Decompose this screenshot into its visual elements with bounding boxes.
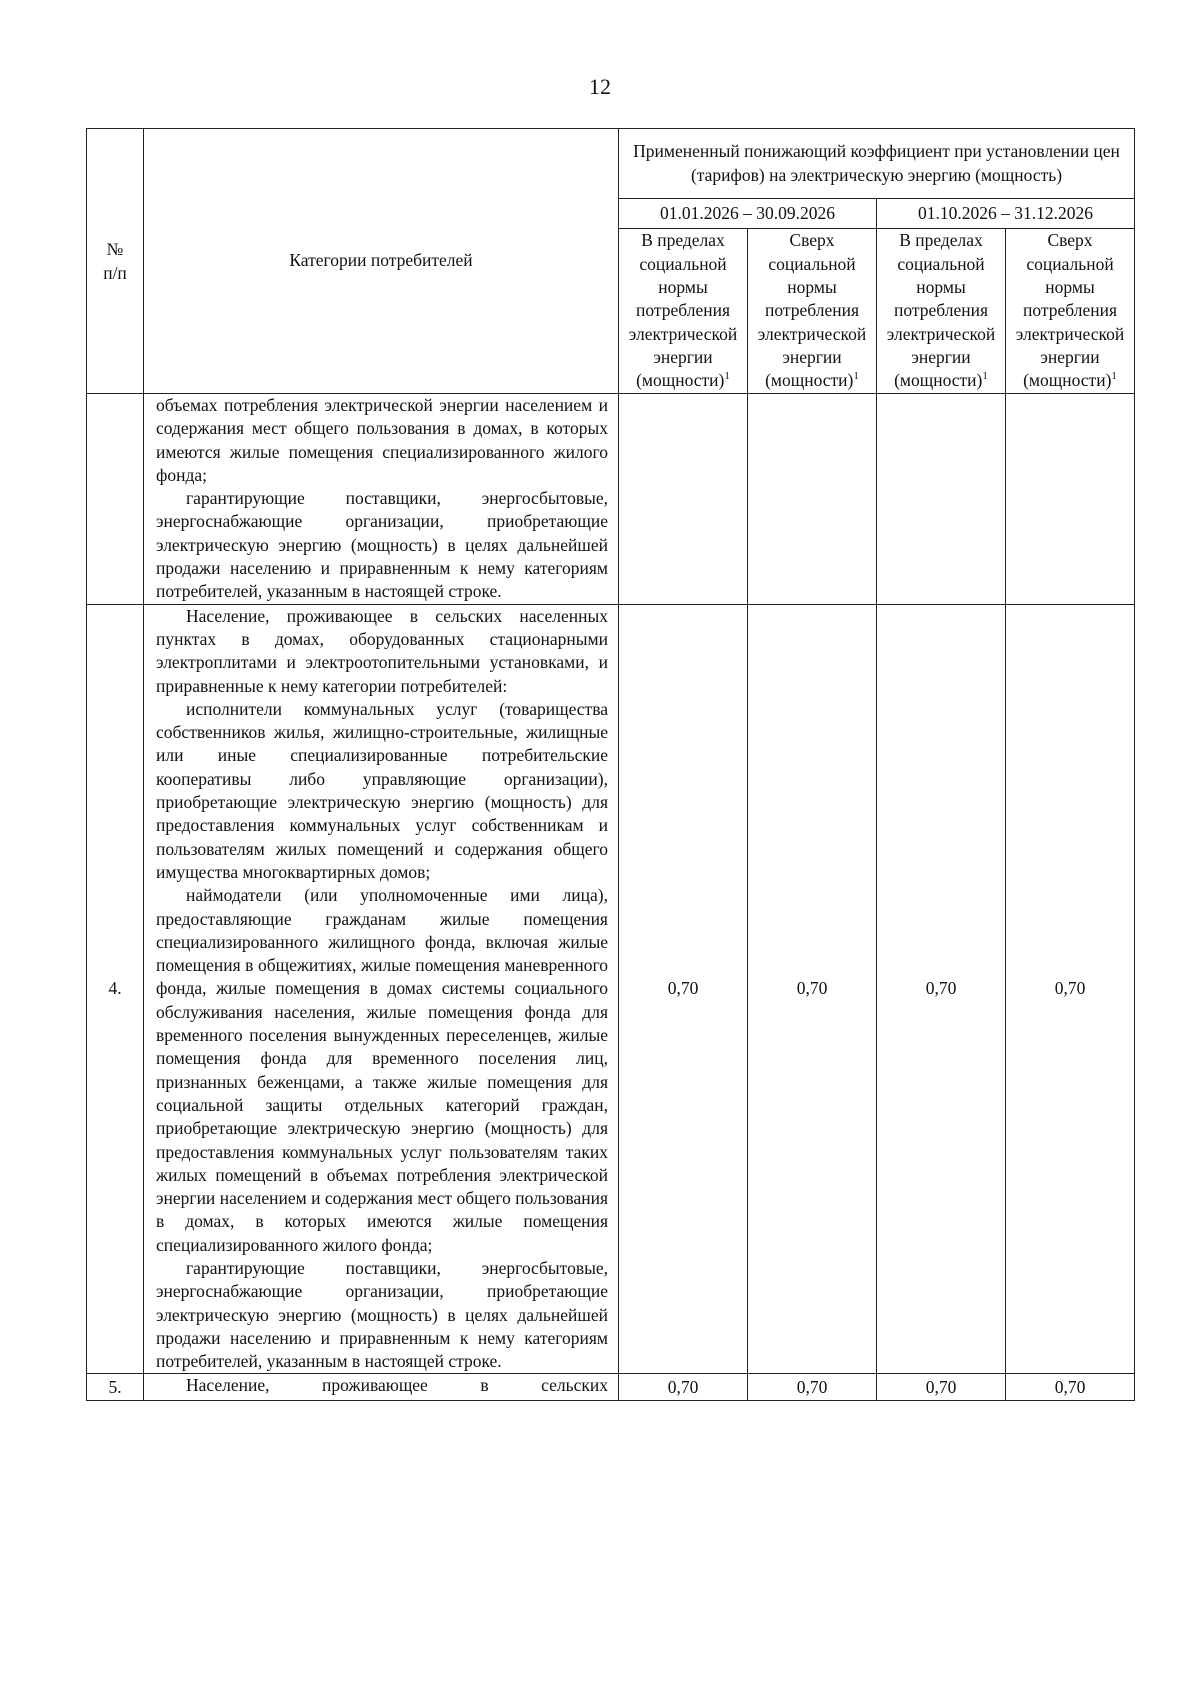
row-number: 5. [87, 1374, 144, 1401]
sub-line: нормы [787, 277, 837, 298]
header-above-norm-1 [748, 229, 877, 394]
category-paragraph: Население, проживающее в сельских [186, 1375, 608, 1396]
sub-line: социальной [897, 253, 985, 274]
coefficient-value: 0,70 [1006, 604, 1135, 1374]
table-body [87, 394, 1135, 1401]
sub-line-text: (мощности) [765, 370, 854, 391]
coefficient-value: 0,70 [748, 604, 877, 1374]
coefficient-value [748, 394, 877, 605]
sub-line: электрической [757, 323, 867, 344]
category-paragraph: исполнители коммунальных услуг (товарищества собственников жилья, жилищно-строительные, жилищные или иные специализированные потребительские кооперативы либо управляющие организации), приобретающие электрическую энергию (мощность) для предоставления коммунальных услуг собственникам и пользователям жилых помещений и содержания общего имущества многоквартирных домов; [156, 698, 608, 882]
sub-line: потребления [764, 300, 859, 321]
header-above-norm-2 [1006, 229, 1135, 394]
header-category-label: Категории потребителей [289, 250, 473, 271]
table-row [87, 604, 1135, 1374]
sub-line: нормы [916, 277, 966, 298]
sub-line: энергии [653, 346, 713, 367]
sub-line: Сверх [789, 230, 835, 251]
coefficient-value: 0,70 [619, 1374, 748, 1401]
sub-line: Сверх [1047, 230, 1093, 251]
sub-line: энергии [1040, 346, 1100, 367]
sub-line: потребления [1023, 300, 1118, 321]
sub-line: энергии [782, 346, 842, 367]
table-row [87, 1374, 1135, 1401]
sub-line-text: (мощности) [636, 370, 725, 391]
footnote-mark: 1 [982, 370, 988, 383]
tariff-coefficient-table [86, 128, 1135, 1401]
category-paragraph: наймодатели (или уполномоченные ими лица), предоставляющие гражданам жилые помещения специализированного жилищного фонда, включая жилые помещения в общежитиях, жилые помещения маневренного фонда, жилые помещения в домах системы социального обслуживания населения, жилые помещения фонда для временного поселения вынужденных переселенцев, жилые помещения фонда для временного поселения лиц, признанных беженцами, а также жилые помещения для социальной защиты отдельных категорий граждан, приобретающие электрическую энергию (мощность) для предоставления коммунальных услуг пользователям таких жилых помещений в объемах потребления электрической энергии населением и содержания мест общего пользования в домах, в которых имеются жилые помещения специализированного жилого фонда; [156, 885, 608, 1255]
header-coef-label: Примененный понижающий коэффициент при установлении цен (тарифов) на электрическую энергию (мощность) [633, 141, 1120, 185]
sub-line: социальной [1026, 253, 1114, 274]
category-paragraph: Население, проживающее в сельских населенных пунктах в домах, оборудованных стационарными электроплитами и электроотопительными установками, и приравненные к нему категории потребителей: [156, 605, 608, 696]
category-paragraph: гарантирующие поставщики, энергосбытовые, энергоснабжающие организации, приобретающие электрическую энергию (мощность) в целях дальнейшей продажи населению и приравненным к нему категориям потребителей, указанным в настоящей строке. [156, 1257, 608, 1372]
coefficient-value: 0,70 [877, 604, 1006, 1374]
row-category [144, 1374, 619, 1401]
sub-line-text: (мощности) [894, 370, 983, 391]
row-category [144, 394, 619, 605]
header-period-2-label: 01.10.2026 – 31.12.2026 [918, 202, 1094, 223]
coefficient-value: 0,70 [748, 1374, 877, 1401]
header-category-col [144, 129, 619, 394]
sub-line: нормы [658, 277, 708, 298]
footnote-mark: 1 [1111, 370, 1117, 383]
header-within-norm-1 [619, 229, 748, 394]
header-period-1-label: 01.01.2026 – 30.09.2026 [660, 202, 835, 223]
header-coef-group [619, 129, 1135, 199]
sub-line: энергии [911, 346, 971, 367]
sub-line-last [877, 369, 1005, 392]
sub-line: социальной [768, 253, 856, 274]
coefficient-value [1006, 394, 1135, 605]
header-num-col [87, 129, 144, 394]
sub-line: электрической [628, 323, 738, 344]
sub-line: электрической [1015, 323, 1125, 344]
header-within-norm-2 [877, 229, 1006, 394]
sub-line-last [748, 369, 876, 392]
sub-line: нормы [1045, 277, 1095, 298]
row-category [144, 604, 619, 1374]
sub-line-text: (мощности) [1023, 370, 1112, 391]
row-number: 4. [87, 604, 144, 1374]
sub-line: В пределах [641, 230, 725, 251]
coefficient-value [877, 394, 1006, 605]
sub-line: потребления [893, 300, 988, 321]
header-period-1 [619, 199, 877, 229]
sub-line-last [1006, 369, 1134, 392]
sub-line: В пределах [899, 230, 983, 251]
coefficient-value: 0,70 [877, 1374, 1006, 1401]
footnote-mark: 1 [724, 370, 730, 383]
sub-line: электрической [886, 323, 996, 344]
sub-line-last [619, 369, 747, 392]
sub-line: социальной [639, 253, 727, 274]
coefficient-value [619, 394, 748, 605]
footnote-mark: 1 [853, 370, 859, 383]
category-paragraph: гарантирующие поставщики, энергосбытовые, энергоснабжающие организации, приобретающие электрическую энергию (мощность) в целях дальнейшей продажи населению и приравненным к нему категориям потребителей, указанным в настоящей строке. [156, 488, 608, 602]
page-number: 12 [589, 74, 611, 99]
coefficient-value: 0,70 [1006, 1374, 1135, 1401]
header-period-2 [877, 199, 1135, 229]
sub-line: потребления [635, 300, 730, 321]
coefficient-value: 0,70 [619, 604, 748, 1374]
category-paragraph: объемах потребления электрической энергии населением и содержания мест общего пользования в домах, в которых имеются жилые помещения специализированного жилого фонда; [156, 395, 608, 485]
header-num-label: № п/п [103, 239, 127, 283]
row-number [87, 394, 144, 605]
table-row [87, 394, 1135, 605]
